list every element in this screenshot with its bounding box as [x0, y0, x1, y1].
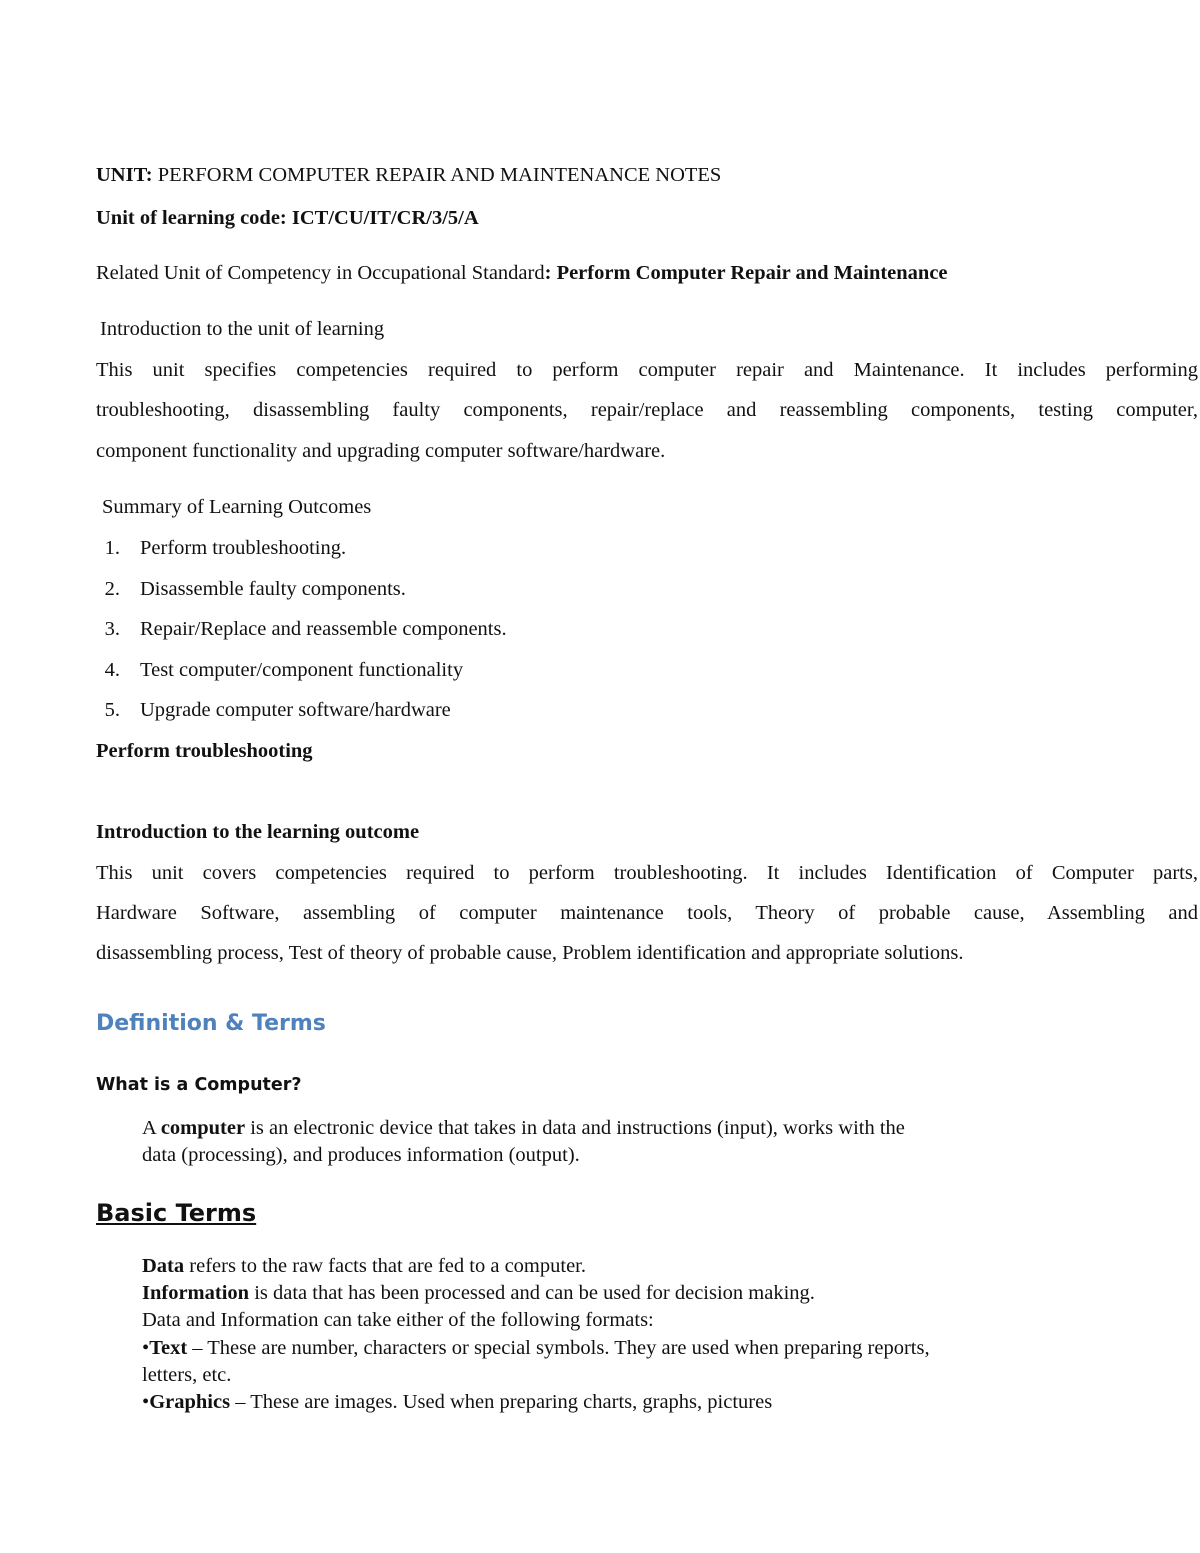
formats-intro-line: Data and Information can take either of the following formats: [142, 1309, 654, 1331]
outcome-number: 1. [104, 537, 120, 559]
computer-definition-line-2: data (processing), and produces information (output). [142, 1144, 580, 1166]
outcome-text: Repair/Replace and reassemble components. [140, 618, 507, 640]
intro-line-3: component functionality and upgrading computer software/hardware. [96, 440, 666, 462]
graphics-format-line [142, 1390, 772, 1414]
outcome-text: Disassemble faulty components. [140, 578, 406, 600]
definition-prefix: A [142, 1117, 161, 1139]
text-format-definition: – These are number, characters or special symbols. They are used when preparing reports, [187, 1337, 930, 1359]
unit-code: ICT/CU/IT/CR/3/5/A [291, 207, 479, 229]
text-format-term: Text [149, 1337, 188, 1359]
data-term: Data [142, 1255, 185, 1277]
outcome-number: 4. [104, 659, 120, 681]
troubleshooting-line-3: disassembling process, Test of theory of probable cause, Problem identification and appropriate solutions. [96, 942, 964, 964]
bullet-icon: • [142, 1391, 150, 1413]
information-term: Information [142, 1282, 250, 1304]
outcome-item-3 [96, 617, 507, 641]
intro-line-2: troubleshooting, disassembling faulty components, repair/replace and reassembling components, testing computer, [96, 399, 1198, 421]
text-format-line [142, 1336, 930, 1360]
information-term-line [142, 1281, 815, 1305]
outcome-number: 3. [104, 618, 120, 640]
graphics-format-definition: – These are images. Used when preparing charts, graphs, pictures [230, 1391, 773, 1413]
outcome-number: 5. [104, 699, 120, 721]
unit-code-label: Unit of learning code: [96, 207, 292, 229]
related-unit-colon: : [544, 262, 557, 284]
unit-label: UNIT: [96, 164, 153, 186]
related-unit-value: Perform Computer Repair and Maintenance [556, 262, 948, 284]
outcome-number: 2. [104, 578, 120, 600]
outcome-item-4 [96, 658, 463, 682]
outcome-item-1 [96, 536, 346, 560]
text-format-line-2: letters, etc. [142, 1364, 232, 1386]
document-page [96, 0, 1200, 1553]
related-unit-label: Related Unit of Competency in Occupational Standard [96, 262, 545, 284]
bullet-icon: • [142, 1337, 150, 1359]
learning-outcome-intro-heading: Introduction to the learning outcome [96, 821, 420, 843]
data-term-line [142, 1254, 586, 1278]
what-is-computer-heading: What is a Computer? [96, 1075, 302, 1095]
definitions-heading: Definition & Terms [96, 1011, 326, 1036]
outcome-text: Perform troubleshooting. [140, 537, 347, 559]
related-unit-line [96, 261, 948, 285]
outcome-item-2 [96, 577, 406, 601]
basic-terms-heading: Basic Terms [96, 1199, 257, 1227]
troubleshooting-heading: Perform troubleshooting [96, 740, 313, 762]
intro-heading: Introduction to the unit of learning [100, 318, 385, 340]
outcome-text: Upgrade computer software/hardware [140, 699, 451, 721]
outcomes-heading: Summary of Learning Outcomes [102, 496, 372, 518]
unit-title: PERFORM COMPUTER REPAIR AND MAINTENANCE NOTES [152, 164, 722, 186]
unit-title-line [96, 163, 721, 187]
computer-definition-line-1 [142, 1116, 905, 1140]
data-definition: refers to the raw facts that are fed to a computer. [184, 1255, 586, 1277]
troubleshooting-line-1: This unit covers competencies required to perform troubleshooting. It includes Identification of Computer parts, [96, 862, 1198, 884]
definition-text: is an electronic device that takes in data and instructions (input), works with the [245, 1117, 905, 1139]
definition-term: computer [160, 1117, 246, 1139]
intro-line-1: This unit specifies competencies required to perform computer repair and Maintenance. It includes performing [96, 359, 1198, 381]
unit-code-line [96, 206, 479, 230]
outcome-text: Test computer/component functionality [140, 659, 464, 681]
troubleshooting-line-2: Hardware Software, assembling of computer maintenance tools, Theory of probable cause, Assembling and [96, 902, 1198, 924]
outcome-item-5 [96, 698, 451, 722]
graphics-format-term: Graphics [149, 1391, 231, 1413]
information-definition: is data that has been processed and can be used for decision making. [249, 1282, 815, 1304]
